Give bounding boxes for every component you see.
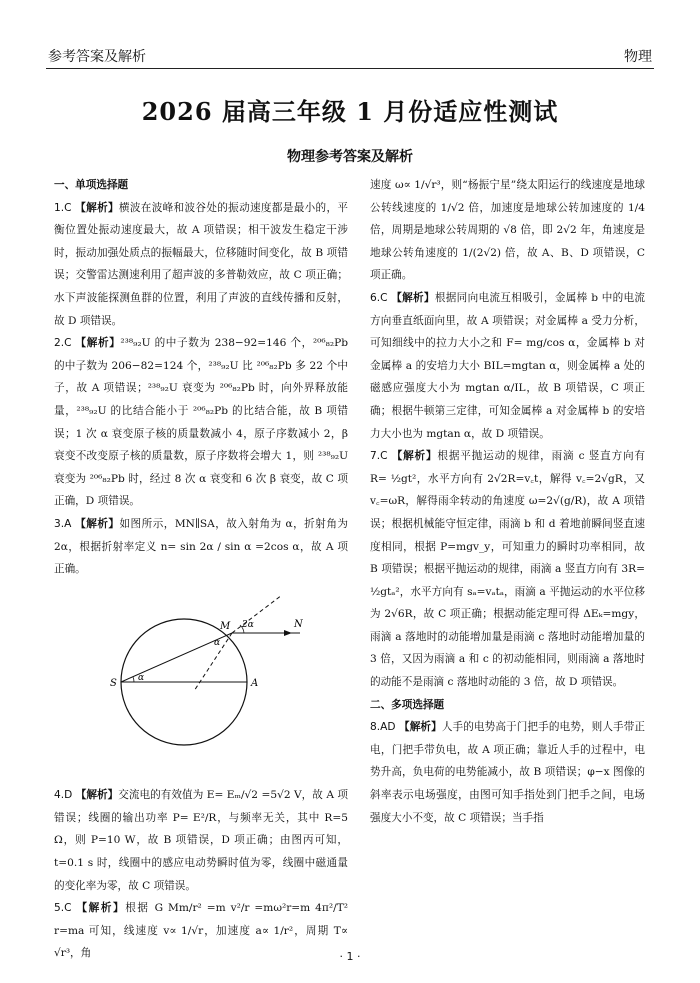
answer-8-number: 8.AD — [370, 721, 396, 734]
diagram-label-2alpha: 2α — [242, 619, 254, 630]
answer-5-number: 5.C — [54, 902, 72, 915]
answer-5-continued — [370, 174, 645, 287]
answer-3-tag: 【解析】 — [75, 517, 120, 530]
page-subtitle: 物理参考答案及解析 — [287, 149, 413, 165]
diagram-label-alpha-m: α — [214, 637, 221, 648]
answer-7-tag: 【解析】 — [391, 450, 438, 463]
answer-6-tag: 【解析】 — [391, 291, 435, 304]
answer-1-tag: 【解析】 — [75, 201, 119, 214]
refraction-diagram — [54, 587, 348, 772]
diagram-label-n: N — [294, 618, 303, 630]
answer-4-tag: 【解析】 — [75, 789, 119, 802]
page-title: 2026 届高三年级 1 月份适应性测试 — [141, 97, 559, 126]
answer-8 — [370, 716, 645, 829]
header-subject-label: 物理 — [624, 49, 652, 65]
answer-2 — [54, 332, 348, 513]
answer-1-number: 1.C — [54, 201, 72, 214]
page-number: · 1 · — [339, 950, 361, 963]
answer-8-text: 人手的电势高于门把手的电势，则人手带正电，门把手带负电，故 A 项正确；靠近人手的过程中，电势升高，负电荷的电势能减小，故 B 项错误；φ−x 图像的斜率表示电场强度，由图可知手指处到门把手之间，电场强度大小不变，故 C 项错误；当手指 — [370, 721, 646, 824]
answer-8-tag: 【解析】 — [399, 721, 442, 734]
diagram-label-s: S — [110, 677, 117, 689]
answer-1-text: 横波在波峰和波谷处的振动速度都是最小的，平衡位置处振动速度最大，故 A 项错误；相干波发生稳定干涉时，振动加强处质点的振幅最大，位移随时间变化，故 B 项错误；交警雷达测速利用了超声波的多普勒效应，故 C 项正确；水下声波能探测鱼群的位置，利用了声波的直线传播和反射，故 D 项错误。 — [54, 201, 349, 327]
answer-6-number: 6.C — [370, 291, 388, 304]
answer-7-text: 根据平抛运动的规律，雨滴 c 竖直方向有 R= ½gt²，水平方向有 2√2R=v꜀t，解得 v꜀=2√gR，又 v꜀=ωR，解得雨伞转动的角速度 ω=2√(g/R)，故 A 项错误；根据机械能守恒定律，雨滴 b 和 d 着地前瞬间竖直速度相同，根据 P=mgv_y，可知重力的瞬时功率相同，故 B 项错误；根据平抛运动的规律，雨滴 a 竖直方向有 3R= ½gtₐ²，水平方向有 sₐ=vₐtₐ，雨滴 a 平抛运动的水平位移为 2√6R，故 C 项正确；根据动能定理可得 ΔEₖ=mgy，雨滴 a 落地时的动能增加量是雨滴 c 落地时动能增加量的 3 倍，又因为雨滴 a 和 c 的初动能相同，则雨滴 a 落地时的动能不是雨滴 c 落地时动能的 3 倍，故 D 项错误。 — [370, 450, 646, 689]
answer-7-number: 7.C — [370, 450, 388, 463]
answer-6 — [370, 287, 645, 445]
answer-7 — [370, 445, 645, 694]
answer-2-text: ²³⁸₉₂U 的中子数为 238−92=146 个，²⁰⁶₈₂Pb 的中子数为 206−82=124 个，²³⁸₉₂U 比 ²⁰⁶₈₂Pb 多 22 个中子，故 A 项错误；²³⁸₉₂U 衰变为 ²⁰⁶₈₂Pb 时，向外界释放能量，²³⁸₉₂U 的比结合能小于 ²⁰⁶₈₂Pb 的比结合能，故 B 项错误；1 次 α 衰变原子核的质量数减小 4，原子序数减小 2，β 衰变不改变原子核的质量数，原子序数将会增大 1，则 ²³⁸₉₂U 衰变为 ²⁰⁶₈₂Pb 时，经过 8 次 α 衰变和 6 次 β 衰变，故 C 项正确，D 项错误。 — [54, 337, 348, 508]
section-multi-choice: 二、多项选择题 — [370, 698, 445, 711]
answer-2-tag: 【解析】 — [75, 337, 121, 350]
section-single-choice: 一、单项选择题 — [54, 179, 129, 191]
answer-4-text: 交流电的有效值为 E= Eₘ/√2 =5√2 V，故 A 项错误；线圈的输出功率 P= E²/R，与频率无关，其中 R=5 Ω，则 P=10 W，故 B 项错误，D 项正确；由图丙可知，t=0.1 s 时，线圈中的感应电动势瞬时值为零，线圈中磁通量的变化率为零，故 C 项错误。 — [54, 789, 349, 892]
answer-1 — [54, 197, 348, 333]
page-header — [46, 42, 654, 69]
diagram-angle-arc-s — [133, 677, 134, 682]
diagram-dashed-in — [232, 595, 282, 633]
diagram-label-m: M — [220, 620, 231, 632]
diagram-label-a: A — [251, 677, 259, 689]
answer-5-continued-text: 速度 ω∝ 1/√r³，则“杨振宁星”绕太阳运行的线速度是地球公转线速度的 1/√2 倍，加速度是地球公转加速度的 1/4 倍，周期是地球公转周期的 √8 倍，即 2√2 年，角速度是地球公转角速度的 1/(2√2) 倍，故 A、B、D 项错误，C 项正确。 — [370, 179, 645, 282]
answer-3-text: 如图所示，MN∥SA，故入射角为 α，折射角为 2α，根据折射率定义 n= sin 2α / sin α =2cos α，故 A 项正确。 — [54, 517, 348, 576]
answer-5-tag: 【解析】 — [76, 902, 126, 915]
diagram-label-alpha-s: α — [138, 672, 145, 683]
answer-6-text: 根据同向电流互相吸引，金属棒 b 中的电流方向垂直纸面向里，故 A 项错误；对金属棒 a 受力分析，可知细线中的拉力大小之和 F= mg/cos α，金属棒 b 对金属棒 a 的安培力大小 BIL=mgtan α，则金属棒 a 处的磁感应强度大小为 mgtan α/IL，故 B 项错误，C 项正确；根据牛顿第三定律，可知金属棒 a 对金属棒 b 的安培力大小也为 mgtan α，故 D 项错误。 — [370, 291, 646, 440]
answer-3 — [54, 513, 348, 581]
answer-3-number: 3.A — [54, 517, 72, 530]
header-left-label: 参考答案及解析 — [48, 49, 146, 65]
right-column — [370, 174, 645, 829]
diagram-arrow-n — [284, 630, 292, 636]
answer-4 — [54, 784, 348, 897]
left-column — [54, 174, 348, 965]
answer-5-text: 根据 G Mm/r² =m v²/r =mω²r=m 4π²/T² r=ma 可知，线速度 v∝ 1/√r，加速度 a∝ 1/r²，周期 T∝ √r³，角 — [54, 902, 349, 960]
answer-4-number: 4.D — [54, 789, 73, 802]
answer-2-number: 2.C — [54, 337, 72, 350]
